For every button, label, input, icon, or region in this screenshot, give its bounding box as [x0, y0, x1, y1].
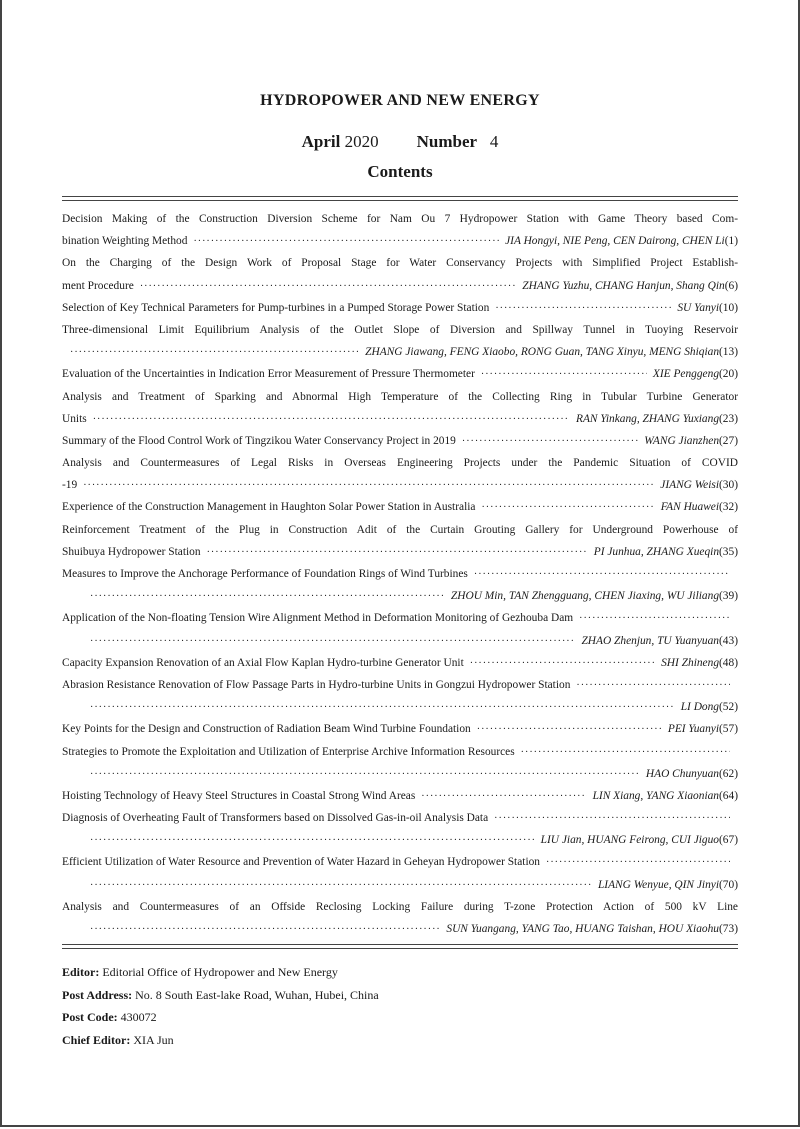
- toc-entry-9[interactable]: [62, 496, 738, 518]
- postcode-row: [62, 1006, 379, 1029]
- toc-entry-2-title[interactable]: On the Charging of the Design Work of Proposal Stage for Water Conservancy Projects with Simplified Project Establish-: [62, 257, 738, 270]
- toc-entry-authors: LIANG Wenyue, QIN Jinyi: [597, 878, 720, 891]
- leader-dots: [90, 875, 592, 896]
- toc-entry-page: (32): [719, 501, 738, 514]
- toc-entry-authors: SUN Yuangang, YANG Tao, HUANG Taishan, HOU Xiaohu: [446, 923, 720, 935]
- toc-entry-14[interactable]: [62, 696, 738, 718]
- toc-entry-8[interactable]: [62, 474, 738, 496]
- toc-entry-title: ment Procedure: [62, 279, 134, 292]
- toc-entry-page: (67): [719, 834, 738, 847]
- toc-entry-title: Application of the Non-floating Tension Wire Alignment Method in Deformation Monitoring of Gezhouba Dam: [62, 612, 574, 625]
- leader-dots: [521, 742, 730, 763]
- toc-entry-page: (57): [719, 723, 738, 736]
- leader-dots: [90, 764, 640, 785]
- leader-dots: [90, 919, 440, 940]
- toc-entry-3[interactable]: [62, 297, 738, 319]
- toc-entry-title: Selection of Key Technical Parameters for Pump-turbines in a Pumped Storage Power Station: [62, 301, 490, 314]
- leader-dots: [477, 719, 662, 740]
- toc-entry-authors: LIU Jian, HUANG Feirong, CUI Jiguo: [540, 834, 720, 847]
- leader-dots: [481, 497, 654, 518]
- leader-dots: [90, 586, 445, 607]
- toc-entry-page: (64): [719, 789, 738, 802]
- toc-entry-title: Experience of the Construction Management in Haughton Solar Power Station in Australia: [62, 501, 476, 514]
- toc-entry-page: (10): [719, 301, 738, 314]
- toc-entry-page: (30): [719, 479, 738, 492]
- address-value: No. 8 South East-lake Road, Wuhan, Hubei, China: [135, 987, 379, 1002]
- toc-entry-7[interactable]: [62, 430, 738, 452]
- toc-entry-20-title[interactable]: Analysis and Countermeasures of an Offside Reclosing Locking Failure during T-zone Protection Action of 500 kV Line: [62, 900, 738, 913]
- toc-entry-1-title[interactable]: Decision Making of the Construction Diversion Scheme for Nam Ou 7 Hydropower Station with Game Theory based Com-: [62, 213, 738, 225]
- toc-entry-page: (6): [724, 279, 738, 292]
- leader-dots: [576, 675, 730, 696]
- issue-number-label: Number: [416, 132, 478, 151]
- toc-entry-page: (27): [719, 434, 738, 447]
- toc-entry-authors: LIN Xiang, YANG Xiaonian: [592, 789, 720, 802]
- toc-entry-18[interactable]: [62, 829, 738, 851]
- toc-entry-page: (20): [719, 368, 738, 381]
- leader-dots: [495, 298, 671, 319]
- issue-line: [0, 132, 800, 152]
- toc-entry-page: (48): [719, 656, 738, 669]
- editor-label: Editor:: [62, 965, 100, 979]
- toc-entry-2[interactable]: [62, 275, 738, 297]
- toc-entry-title: Shuibuya Hydropower Station: [62, 545, 201, 558]
- toc-entry-page: (35): [719, 545, 738, 558]
- toc-entry-authors: XIE Penggeng: [652, 368, 720, 381]
- chief-editor-label: Chief Editor:: [62, 1032, 131, 1047]
- toc-entry-title: Measures to Improve the Anchorage Performance of Foundation Rings of Wind Turbines: [62, 568, 468, 580]
- toc-entry-authors: HAO Chunyuan: [645, 767, 720, 780]
- leader-dots: [462, 431, 638, 452]
- toc-entry-page: (73): [719, 923, 738, 935]
- toc-entry-18-title[interactable]: [62, 807, 738, 829]
- toc-entry-authors: FAN Huawei: [660, 501, 720, 514]
- toc-entry-title: Key Points for the Design and Construction of Radiation Beam Wind Turbine Foundation: [62, 723, 471, 736]
- leader-dots: [494, 808, 730, 829]
- toc-entry-4-title[interactable]: Three-dimensional Limit Equilibrium Analysis of the Outlet Slope of Diversion and Spillway Tunnel in Tuoying Reservoir: [62, 323, 738, 336]
- postcode-value: 430072: [120, 1010, 157, 1024]
- editor-row: [62, 961, 379, 984]
- toc-entry-page: (43): [719, 634, 738, 647]
- editor-value: Editorial Office of Hydropower and New Energy: [102, 965, 338, 979]
- toc-entry-12[interactable]: [62, 630, 738, 652]
- leader-dots: [83, 475, 654, 496]
- address-label: Post Address:: [62, 987, 133, 1002]
- leader-dots: [90, 631, 575, 652]
- toc-entry-19[interactable]: [62, 874, 738, 896]
- top-double-rule: [62, 196, 738, 201]
- toc-entry-1[interactable]: [62, 230, 738, 252]
- table-of-contents: [62, 208, 738, 940]
- chief-editor-row: [62, 1029, 379, 1052]
- leader-dots: [579, 608, 730, 629]
- contents-title: Contents: [367, 162, 433, 181]
- toc-entry-title: Strategies to Promote the Exploitation and Utilization of Enterprise Archive Information Resources: [62, 745, 515, 758]
- toc-entry-page: (1): [724, 235, 738, 248]
- leader-dots: [93, 409, 570, 430]
- leader-dots: [90, 830, 535, 851]
- toc-entry-page: (39): [719, 590, 738, 603]
- toc-entry-title: Efficient Utilization of Water Resource and Prevention of Water Hazard in Geheyan Hydropower Station: [62, 856, 540, 869]
- leader-dots: [474, 564, 730, 585]
- toc-entry-authors: ZHANG Jiawang, FENG Xiaobo, RONG Guan, TANG Xinyu, MENG Shiqian: [365, 346, 720, 359]
- toc-entry-title: bination Weighting Method: [62, 235, 188, 248]
- toc-entry-authors: JIA Hongyi, NIE Peng, CEN Dairong, CHEN Li: [505, 235, 725, 248]
- toc-entry-12-title[interactable]: [62, 607, 738, 629]
- toc-entry-authors: LI Dong: [680, 701, 720, 714]
- toc-entry-authors: PEI Yuanyi: [667, 723, 720, 736]
- bottom-double-rule: [62, 944, 738, 949]
- toc-entry-title: -19: [62, 479, 78, 492]
- publication-info: [62, 961, 379, 1051]
- issue-year: 2020: [344, 132, 379, 151]
- journal-title: HYDROPOWER AND NEW ENERGY: [260, 92, 540, 109]
- toc-entry-authors: SU Yanyi: [677, 301, 720, 314]
- toc-entry-authors: ZHAO Zhenjun, TU Yuanyuan: [581, 634, 720, 647]
- toc-entry-16[interactable]: [62, 763, 738, 785]
- leader-dots: [470, 653, 655, 674]
- toc-entry-14-title[interactable]: [62, 674, 738, 696]
- toc-entry-6-title[interactable]: Analysis and Treatment of Sparking and Abnormal High Temperature of the Collecting Ring in Tubular Turbine Generator: [62, 390, 738, 403]
- leader-dots: [140, 276, 516, 297]
- toc-entry-4[interactable]: [62, 341, 738, 363]
- toc-entry-10[interactable]: [62, 541, 738, 563]
- toc-entry-authors: SHI Zhineng: [661, 656, 720, 669]
- toc-entry-authors: RAN Yinkang, ZHANG Yuxiang: [575, 412, 720, 425]
- toc-entry-title: Hoisting Technology of Heavy Steel Structures in Coastal Strong Wind Areas: [62, 789, 416, 802]
- address-row: [62, 984, 379, 1007]
- toc-entry-title: Capacity Expansion Renovation of an Axial Flow Kaplan Hydro-turbine Generator Unit: [62, 656, 464, 669]
- toc-entry-title: Summary of the Flood Control Work of Tingzikou Water Conservancy Project in 2019: [62, 434, 456, 447]
- issue-month: April: [301, 132, 341, 151]
- toc-entry-authors: WANG Jianzhen: [644, 434, 720, 447]
- toc-entry-11[interactable]: [62, 585, 738, 607]
- toc-entry-15[interactable]: [62, 718, 738, 740]
- toc-entry-19-title[interactable]: [62, 851, 738, 873]
- leader-dots: [546, 852, 730, 873]
- toc-entry-6[interactable]: [62, 408, 738, 430]
- issue-number: 4: [489, 132, 499, 151]
- postcode-label: Post Code:: [62, 1010, 118, 1024]
- toc-entry-17[interactable]: [62, 785, 738, 807]
- toc-entry-page: (23): [719, 412, 738, 425]
- leader-dots: [207, 542, 588, 563]
- toc-entry-page: (62): [719, 767, 738, 780]
- leader-dots: [421, 786, 586, 807]
- toc-entry-11-title[interactable]: [62, 563, 738, 585]
- leader-dots: [481, 364, 647, 385]
- toc-entry-16-title[interactable]: [62, 741, 738, 763]
- toc-entry-title: Abrasion Resistance Renovation of Flow Passage Parts in Hydro-turbine Units in Gongzui Hydropower Station: [62, 678, 571, 691]
- toc-entry-10-title[interactable]: Reinforcement Treatment of the Plug in Construction Adit of the Curtain Grouting Gallery for Underground Powerhouse of: [62, 523, 738, 536]
- toc-entry-authors: ZHOU Min, TAN Zhengguang, CHEN Jiaxing, WU Jiliang: [450, 590, 720, 603]
- toc-entry-title: Diagnosis of Overheating Fault of Transformers based on Dissolved Gas-in-oil Analysis Data: [62, 812, 489, 825]
- toc-entry-title: Evaluation of the Uncertainties in Indication Error Measurement of Pressure Thermometer: [62, 368, 475, 381]
- leader-dots: [70, 342, 359, 363]
- leader-dots: [193, 231, 499, 252]
- toc-entry-authors: ZHANG Yuzhu, CHANG Hanjun, Shang Qin: [522, 279, 725, 292]
- toc-entry-authors: PI Junhua, ZHANG Xueqin: [593, 545, 720, 558]
- toc-entry-authors: JIANG Weisi: [660, 479, 720, 492]
- toc-entry-8-title[interactable]: Analysis and Countermeasures of Legal Risks in Overseas Engineering Projects under the Pandemic Situation of COVID: [62, 457, 738, 470]
- toc-entry-page: (70): [719, 878, 738, 891]
- toc-entry-13[interactable]: [62, 652, 738, 674]
- toc-entry-page: (52): [719, 701, 738, 714]
- toc-entry-title: Units: [62, 412, 87, 425]
- chief-editor-value: XIA Jun: [133, 1032, 174, 1047]
- toc-entry-20[interactable]: [62, 918, 738, 940]
- leader-dots: [90, 697, 675, 718]
- toc-entry-page: (13): [719, 346, 738, 359]
- toc-entry-5[interactable]: [62, 363, 738, 385]
